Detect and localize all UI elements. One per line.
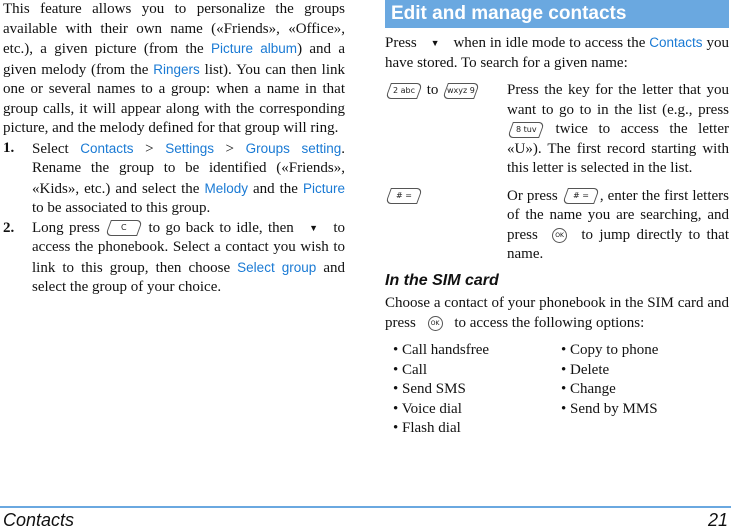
key-label: 2 abc [392,85,415,95]
intro-paragraph [385,33,729,73]
footer-section-title: Contacts [3,510,75,530]
separator: > [133,140,166,157]
text: to access the phonebook. Select a contact you wish to link to this group, then choose [32,219,346,276]
list-item: • Copy to phone [561,341,729,361]
key-label: wxyz 9 [447,85,476,95]
list-item: • Delete [561,361,729,381]
left-column [3,0,345,298]
text: Or press [507,187,562,204]
text: and select the group of your choice. [32,259,345,296]
text: , enter the first letters of the name you are searching, and press [507,187,729,243]
row-description [507,81,729,179]
menu-picture: Picture [302,180,345,196]
key-9-icon [442,83,480,99]
sim-options [385,341,729,439]
text: This feature allows you to personalize the groups available with their own name («Friends», «Office», etc.), a given picture (from the [3,1,345,57]
down-arrow-key-icon: ▼ [430,37,440,48]
options-column-1 [393,341,561,439]
options-column-2 [561,341,729,439]
menu-settings: Settings [165,140,214,156]
text: to [423,82,443,98]
text: you have stored. To search for a given name: [385,35,729,71]
menu-groups-setting: Groups setting [245,140,342,156]
search-row-hash-key [385,187,729,265]
footer-divider [0,506,731,508]
text: twice to access the letter «U»). The first record starting with this letter is selected in the list. [507,121,729,176]
step-1 [3,139,345,219]
list-item: • Call [393,361,561,381]
text: list). You can then link one or several names to a group: when a name in that group calls, it will appear along with the corresponding picture, and the melody defined for that group will ring. [3,61,345,136]
section-header: Edit and manage contacts [385,0,729,28]
menu-contacts: Contacts [80,140,134,156]
key-range [385,81,507,179]
ok-key-icon: OK [428,316,443,331]
right-column [385,0,729,439]
search-row-letter-keys [385,81,729,179]
text: when in idle mode to access the [449,35,650,51]
link-picture-album: Picture album [210,41,298,56]
sim-paragraph [385,294,729,333]
text: to go back to idle, then [143,219,300,236]
text: Long press [32,219,106,236]
text: Press [385,35,421,51]
menu-melody: Melody [204,180,248,196]
list-item: • Send SMS [393,380,561,400]
text: to jump directly to that name. [507,226,729,262]
list-item: • Send by MMS [561,400,729,420]
text: . Rename the group to be identified («Friends», «Kids», etc.) and select the [32,140,346,197]
key-label: C [121,223,127,233]
separator: > [213,140,246,157]
link-ringers: Ringers [153,61,200,77]
menu-select-group: Select group [237,259,317,275]
step-2 [3,219,345,298]
ok-key-icon: OK [552,228,567,243]
key-label: # = [572,191,589,201]
text: Choose a contact of your phonebook in the SIM card and press [385,295,729,331]
hash-key-icon [562,188,600,204]
key-label: 8 tuv [515,124,537,134]
hash-key-icon [385,188,423,204]
text: to access the following options: [450,314,645,331]
step-number: 2. [3,219,15,236]
key-2-icon [385,83,423,99]
text: to be associated to this group. [32,200,211,216]
list-item: • Voice dial [393,400,561,420]
row-description [507,187,729,265]
sim-card-heading: In the SIM card [385,271,499,289]
key-label: # = [396,191,412,201]
link-contacts: Contacts [649,35,703,50]
list-item: • Call handsfree [393,341,561,361]
c-key-icon [105,220,143,236]
list-item: • Change [561,380,729,400]
text: Select [32,140,81,157]
text: and the [247,180,303,197]
key-hash [385,187,507,265]
text: ) and a given melody (from the [3,41,345,78]
text: Press the key for the letter that you want to go to in the list (e.g., press [507,82,729,118]
step-number: 1. [3,139,15,156]
page-number: 21 [707,510,728,530]
key-8-icon [507,122,545,138]
list-item: • Flash dial [393,419,561,439]
intro-paragraph [3,0,345,139]
down-arrow-key-icon: ▼ [309,222,319,233]
